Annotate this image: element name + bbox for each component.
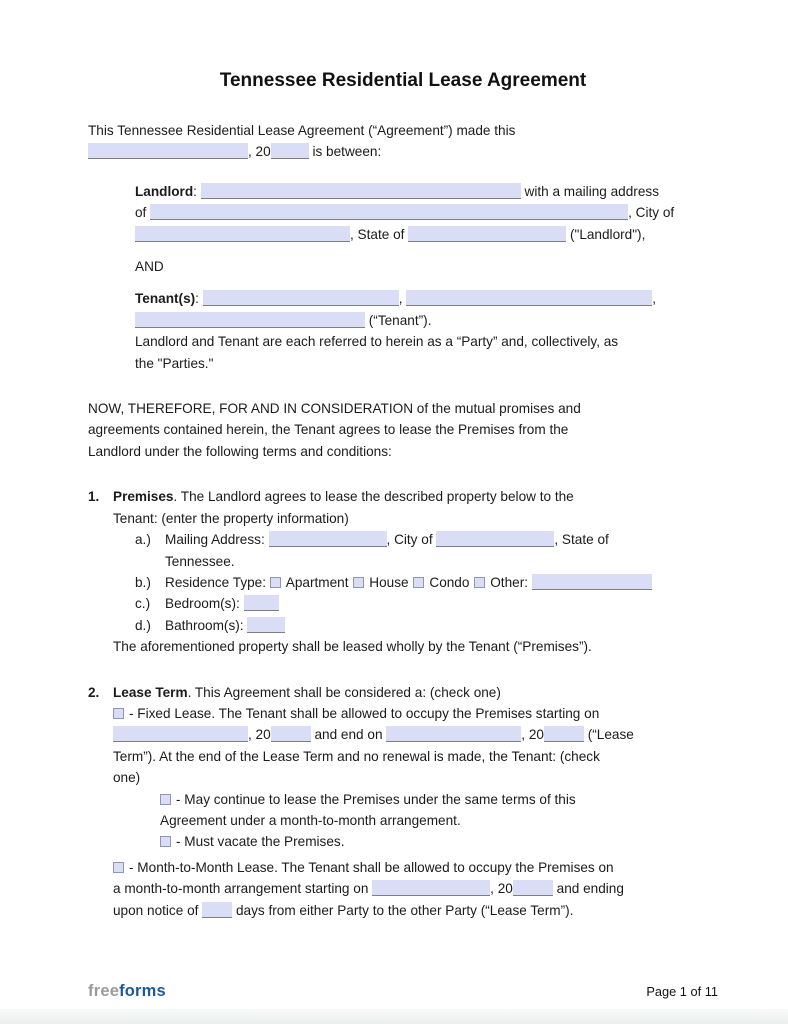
- mtm-start-date-field[interactable]: [372, 880, 490, 896]
- brand-free-text: free: [88, 982, 120, 1000]
- fixed-lease-line1-text: - Fixed Lease. The Tenant shall be allowed to occupy the Premises starting on: [129, 705, 600, 721]
- fixed-sep20b-text: , 20: [521, 727, 544, 743]
- apartment-label: Apartment: [285, 574, 353, 590]
- page-number: Page 1 of 11: [646, 984, 718, 999]
- mtm-line3-post-text: days from either Party to the other Party (“Lease Term”).: [232, 902, 574, 918]
- mtm-line3-pre-text: upon notice of: [113, 902, 203, 918]
- mtm-line1-text: - Month-to-Month Lease. The Tenant shall be allowed to occupy the Premises on: [129, 859, 614, 875]
- item-b-pre-text: Residence Type:: [165, 574, 270, 590]
- now-therefore-paragraph: [88, 398, 718, 462]
- landlord-stateof-text: , State of: [350, 226, 409, 242]
- agreement-date-field[interactable]: [88, 143, 248, 159]
- tenant2-name-field[interactable]: [406, 290, 652, 306]
- bathrooms-field[interactable]: [247, 617, 285, 633]
- fixed-start-date-field[interactable]: [113, 726, 248, 742]
- item-a-cityof-text: , City of: [386, 532, 437, 548]
- mtm-notice-days-field[interactable]: [202, 902, 232, 918]
- landlord-paren-text: ("Landlord"),: [566, 226, 646, 242]
- house-label: House: [369, 574, 413, 590]
- condo-checkbox[interactable]: [413, 577, 424, 588]
- tenant-label: Tenant(s): [135, 291, 196, 307]
- tenant-colon: :: [195, 291, 203, 307]
- landlord-colon: :: [193, 183, 201, 199]
- fixed-end-year-field[interactable]: [544, 726, 584, 742]
- intro-between-text: is between:: [308, 144, 382, 160]
- landlord-of-text: of: [135, 205, 151, 221]
- item-b-residence-type: [135, 572, 718, 593]
- fixed-start-year-field[interactable]: [271, 726, 311, 742]
- page-bottom-edge: [0, 1009, 788, 1024]
- section-1-closing-text: The aforementioned property shall be leased wholly by the Tenant (“Premises”).: [113, 639, 592, 655]
- fixed-end-date-field[interactable]: [386, 726, 521, 742]
- section-1-premises: [88, 486, 718, 657]
- premises-city-field[interactable]: [436, 531, 554, 547]
- may-continue-line2-text: Agreement under a month-to-month arrangement.: [160, 812, 461, 828]
- item-a-line2-text: Tennessee.: [165, 553, 235, 569]
- section-2-lease-term: [88, 682, 718, 921]
- landlord-cityof-text: , City of: [628, 205, 675, 221]
- section-1-number: 1.: [88, 489, 100, 505]
- tenant-comma-end-text: ,: [652, 291, 657, 307]
- intro-sep20-text: , 20: [248, 144, 271, 160]
- item-d-text: Bathroom(s):: [165, 617, 248, 633]
- agreement-year-field[interactable]: [271, 143, 309, 159]
- item-a-stateof-text: , State of: [554, 532, 609, 548]
- option-month-to-month: [113, 857, 718, 921]
- landlord-block: [135, 181, 718, 245]
- section-2-number: 2.: [88, 684, 100, 700]
- tenant-paren-text: (“Tenant”).: [365, 312, 432, 328]
- mtm-sep20-text: , 20: [490, 881, 513, 897]
- item-a-label: a.): [135, 532, 151, 548]
- condo-label: Condo: [429, 574, 474, 590]
- tenant1-name-field[interactable]: [203, 290, 399, 306]
- item-c-text: Bedroom(s):: [165, 596, 244, 612]
- mtm-line2-pre-text: a month-to-month arrangement starting on: [113, 881, 373, 897]
- freeforms-logo: [88, 982, 166, 1001]
- tenant3-name-field[interactable]: [135, 312, 365, 328]
- fixed-line3-text: Term”). At the end of the Lease Term and no renewal is made, the Tenant: (check: [113, 748, 600, 764]
- intro-line1-text: This Tennessee Residential Lease Agreement (“Agreement”) made this: [88, 123, 516, 138]
- other-label: Other:: [490, 574, 532, 590]
- residence-other-field[interactable]: [532, 574, 652, 590]
- section-1-heading: Premises: [113, 489, 174, 505]
- may-continue-line1-text: - May continue to lease the Premises under the same terms of this: [176, 791, 576, 807]
- page-footer: [88, 982, 718, 1001]
- must-vacate-checkbox[interactable]: [160, 836, 171, 847]
- section-1-heading-rest: . The Landlord agrees to lease the described property below to the: [173, 489, 574, 505]
- intro-paragraph: [88, 120, 718, 163]
- fixed-lease-checkbox[interactable]: [113, 708, 124, 719]
- parties-line1-text: Landlord and Tenant are each referred to herein as a “Party” and, collectively, as: [135, 334, 619, 350]
- bedrooms-field[interactable]: [244, 595, 279, 611]
- premises-street-field[interactable]: [269, 531, 387, 547]
- fixed-sep20a-text: , 20: [248, 727, 271, 743]
- item-c-bedrooms: [135, 593, 718, 614]
- house-checkbox[interactable]: [353, 577, 364, 588]
- item-b-label: b.): [135, 574, 151, 590]
- and-text: AND: [135, 259, 164, 275]
- fixed-and-end-on-text: and end on: [310, 727, 387, 743]
- now-line2-text: agreements contained herein, the Tenant agrees to lease the Premises from the: [88, 422, 569, 438]
- section-2-heading-rest: . This Agreement shall be considered a: (check one): [187, 684, 501, 700]
- landlord-state-field[interactable]: [408, 226, 566, 242]
- apartment-checkbox[interactable]: [270, 577, 281, 588]
- tenant-comma-text: ,: [398, 291, 407, 307]
- section-2-heading: Lease Term: [113, 684, 188, 700]
- landlord-address-field[interactable]: [150, 204, 628, 220]
- other-checkbox[interactable]: [474, 577, 485, 588]
- fixed-lease-open-text: (“Lease: [583, 727, 634, 743]
- item-c-label: c.): [135, 596, 151, 612]
- landlord-line1-rest: with a mailing address: [520, 183, 659, 199]
- section-1-line2-text: Tenant: (enter the property information): [113, 510, 349, 526]
- fixed-line4-text: one): [113, 770, 141, 786]
- may-continue-checkbox[interactable]: [160, 794, 171, 805]
- and-separator: [135, 256, 718, 277]
- parties-line2-text: the "Parties.": [135, 355, 214, 371]
- mtm-and-ending-text: and ending: [552, 881, 624, 897]
- must-vacate-text: - Must vacate the Premises.: [176, 834, 345, 850]
- item-a-pre-text: Mailing Address:: [165, 532, 269, 548]
- brand-forms-text: forms: [119, 982, 166, 1000]
- month-to-month-checkbox[interactable]: [113, 862, 124, 873]
- item-a-mailing-address: [135, 529, 718, 572]
- item-d-bathrooms: [135, 615, 718, 636]
- option-may-continue: [160, 789, 718, 853]
- now-line3-text: Landlord under the following terms and conditions:: [88, 443, 392, 459]
- landlord-label: Landlord: [135, 183, 194, 199]
- mtm-start-year-field[interactable]: [513, 880, 553, 896]
- now-line1-text: NOW, THEREFORE, FOR AND IN CONSIDERATION of the mutual promises and: [88, 401, 581, 417]
- item-d-label: d.): [135, 617, 151, 633]
- landlord-city-field[interactable]: [135, 226, 350, 242]
- page-title: Tennessee Residential Lease Agreement: [219, 70, 587, 91]
- landlord-name-field[interactable]: [201, 183, 521, 199]
- tenant-block: [135, 288, 718, 374]
